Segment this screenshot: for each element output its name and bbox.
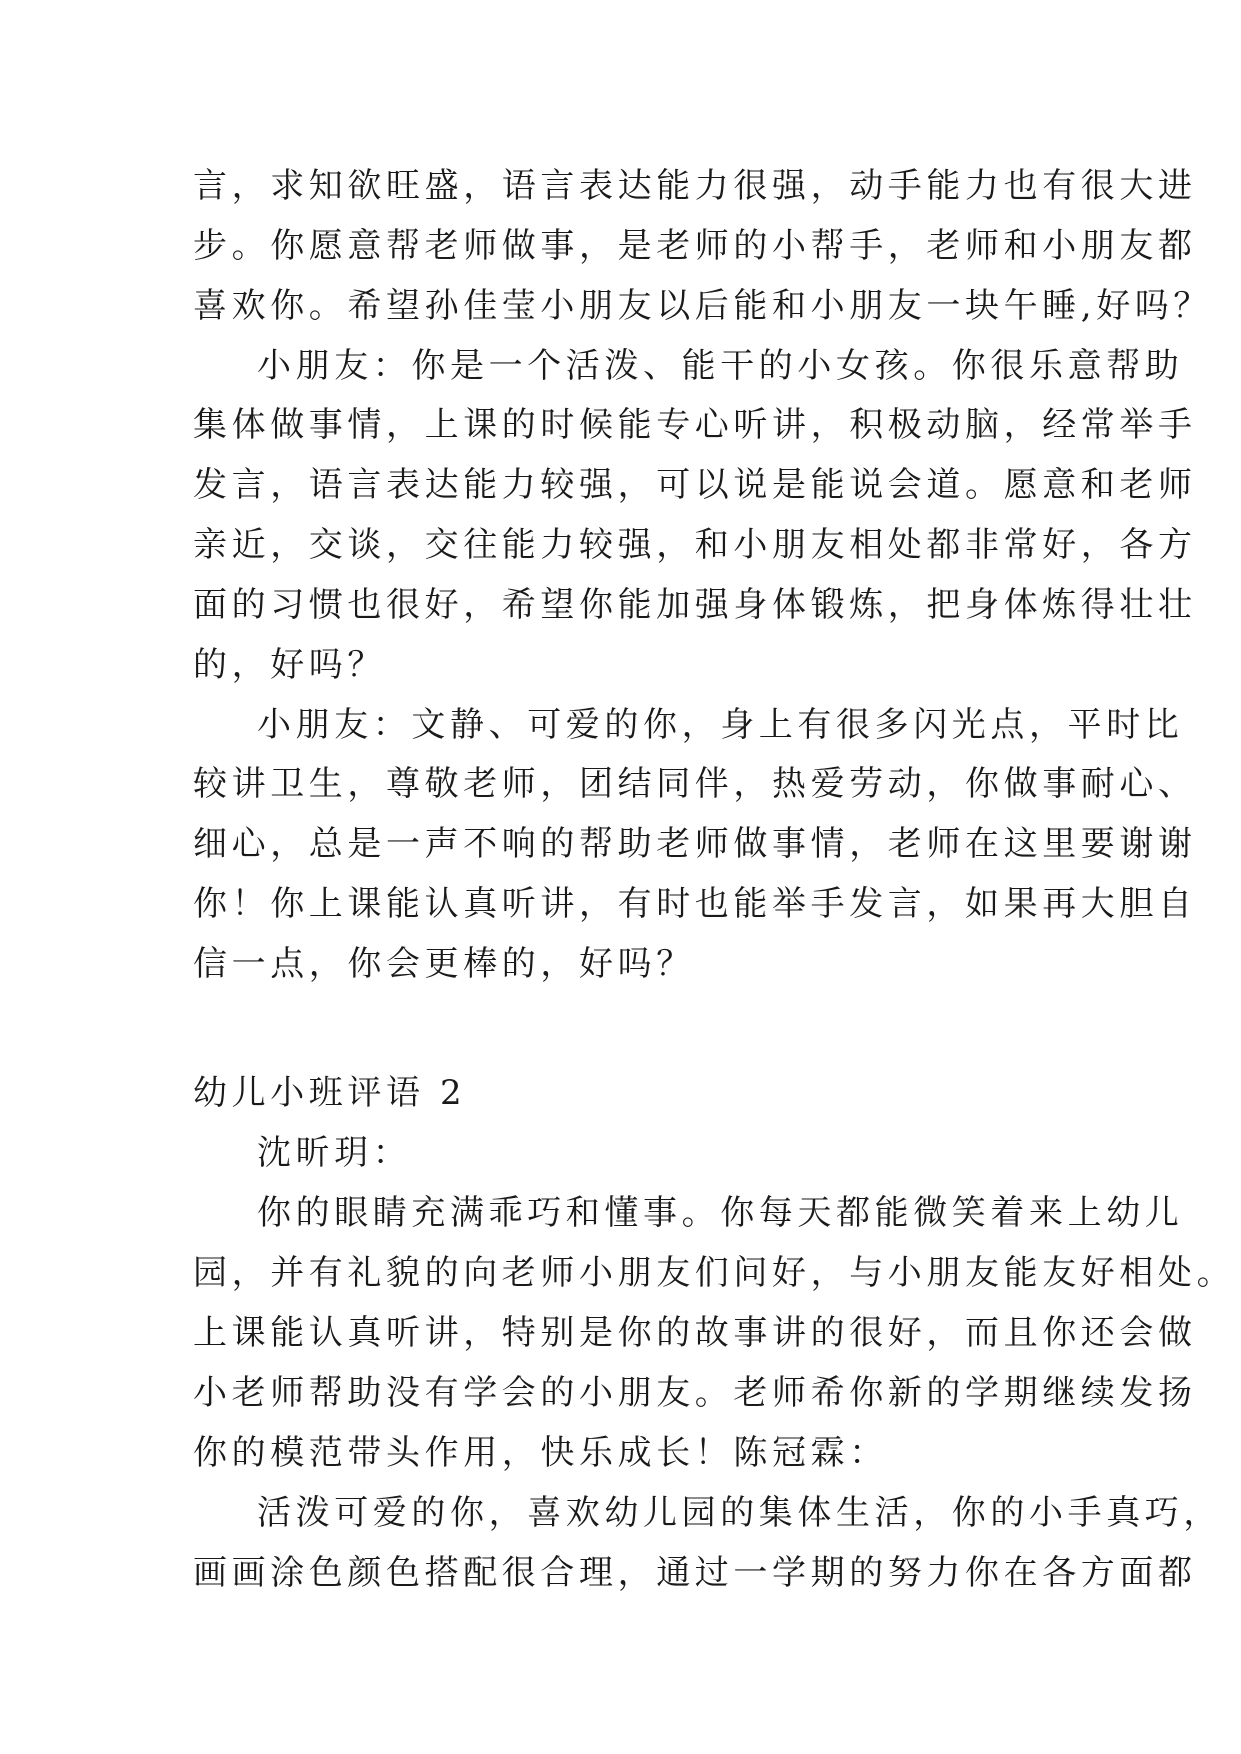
text-line: 画画涂色颜色搭配很合理，通过一学期的努力你在各方面都 [193,1553,1197,1593]
text-line: 的，好吗？ [193,645,386,685]
text-line: 信一点，你会更棒的，好吗？ [193,944,695,984]
text-line: 发言，语言表达能力较强，可以说是能说会道。愿意和老师 [193,465,1197,505]
student-name: 沈昕玥： [257,1133,412,1173]
text-line: 较讲卫生，尊敬老师，团结同伴，热爱劳动，你做事耐心、 [193,764,1197,804]
text-line: 言，求知欲旺盛，语言表达能力很强，动手能力也有很大进 [193,166,1197,206]
text-line: 园，并有礼貌的向老师小朋友们问好，与小朋友能友好相处。 [193,1253,1236,1293]
paragraph-start: 活泼可爱的你，喜欢幼儿园的集体生活，你的小手真巧， [257,1493,1222,1533]
text-line: 喜欢你。希望孙佳莹小朋友以后能和小朋友一块午睡,好吗？ [193,286,1213,326]
text-line: 上课能认真听讲，特别是你的故事讲的很好，而且你还会做 [193,1313,1197,1353]
text-line: 集体做事情，上课的时候能专心听讲，积极动脑，经常举手 [193,405,1197,445]
text-line: 细心，总是一声不响的帮助老师做事情，老师在这里要谢谢 [193,824,1197,864]
text-line: 步。你愿意帮老师做事，是老师的小帮手，老师和小朋友都 [193,226,1197,266]
text-line: 小老师帮助没有学会的小朋友。老师希你新的学期继续发扬 [193,1373,1197,1413]
paragraph-start: 小朋友：你是一个活泼、能干的小女孩。你很乐意帮助 [257,346,1184,386]
paragraph-start: 你的眼睛充满乖巧和懂事。你每天都能微笑着来上幼儿 [257,1193,1184,1233]
section-heading: 幼儿小班评语 2 [193,1073,467,1113]
text-line: 你！你上课能认真听讲，有时也能举手发言，如果再大胆自 [193,884,1197,924]
text-line: 亲近，交谈，交往能力较强，和小朋友相处都非常好，各方 [193,525,1197,565]
paragraph-start: 小朋友：文静、可爱的你，身上有很多闪光点，平时比 [257,705,1184,745]
text-line: 面的习惯也很好，希望你能加强身体锻炼，把身体炼得壮壮 [193,585,1197,625]
text-line: 你的模范带头作用，快乐成长！陈冠霖： [193,1433,888,1473]
